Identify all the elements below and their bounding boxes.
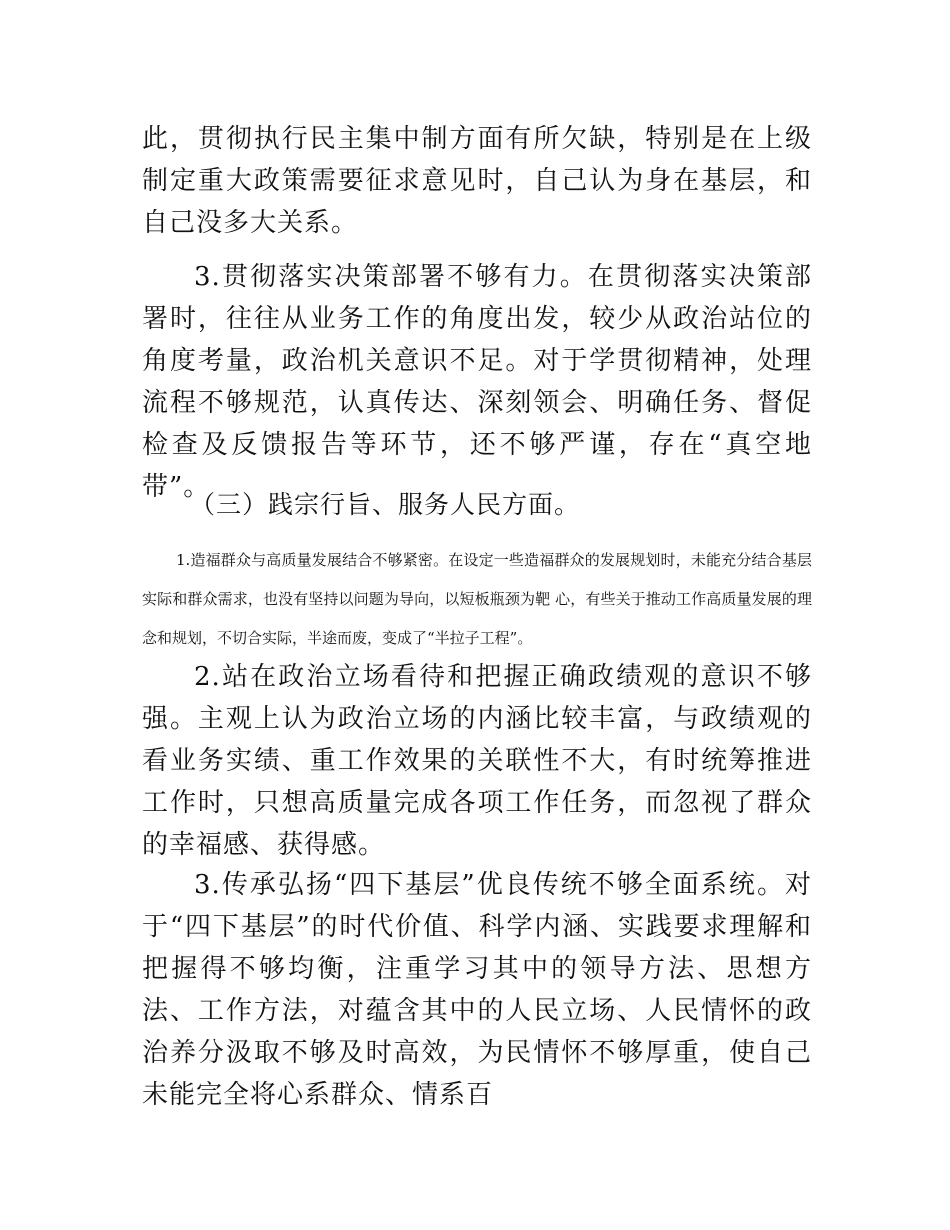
section-heading-serve-people: （三）践宗行旨、服务人民方面。 <box>190 490 581 519</box>
paragraph-item-2-political-stance: 2.站在政治立场看待和把握正确政绩观的意识不够强。主观上认为政治立场的内涵比较丰富，与政绩观的看业务实绩、重工作效果的关联性不大，有时统筹推进工作时，只想高质量完成各项工作任务，而忽视了群众的幸福感、获得感。 <box>142 662 812 860</box>
paragraph-item-1-benefit-people: 1.造福群众与高质量发展结合不够紧密。在设定一些造福群众的发展规划时，未能充分结合基层实际和群众需求，也没有坚持以问题为导向，以短板瓶颈为靶 心，有些关于推动工作高质量发展的理念和规划，不切合实际，半途而废，变成了“半拉子工程”。 <box>142 551 812 647</box>
paragraph-item-3-policy-implementation: 3.贯彻落实决策部署不够有力。在贯彻落实决策部署时，往往从业务工作的角度出发，较少从政治站位的角度考量，政治机关意识不足。对于学贯彻精神，处理流程不够规范，认真传达、深刻领会、明确任务、督促检查及反馈报告等环节，还不够严谨，存在“真空地带”。 <box>142 262 812 502</box>
paragraph-item-3-four-grassroots: 3.传承弘扬“四下基层”优良传统不够全面系统。对于“四下基层”的时代价值、科学内涵、实践要求理解和把握得不够均衡，注重学习其中的领导方法、思想方法、工作方法，对蕴含其中的人民立场、人民情怀的政治养分汲取不够及时高效，为民情怀不够厚重，使自己未能完全将心系群众、情系百 <box>142 870 812 1110</box>
paragraph-continuation: 此，贯彻执行民主集中制方面有所欠缺，特别是在上级制定重大政策需要征求意见时，自己认为身在基层，和自己没多大关系。 <box>142 124 812 238</box>
